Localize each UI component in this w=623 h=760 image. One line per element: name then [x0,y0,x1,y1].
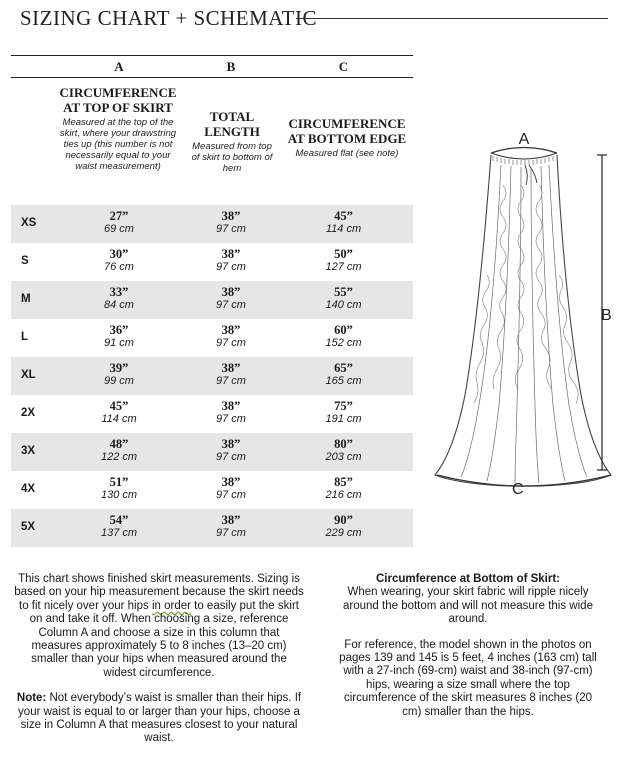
column-b-letter: B [226,59,236,74]
circumference-top-cm: 130 cm [100,489,138,501]
column-c-title: CIRCUMFERENCE AT BOTTOM EDGE [287,116,407,146]
note-text: This chart shows finished skirt measurements. Sizing is based on your hip measurement because the skirt needs to fit nicely over your hips [14,573,304,612]
circumference-top-inches: 30” [109,247,129,261]
table-body [11,205,413,547]
header [20,6,610,34]
column-c-letter: C [338,59,349,74]
circumference-top-cm: 122 cm [100,451,138,463]
table-row [11,205,413,243]
total-length-inches: 38” [221,285,241,299]
arrow-a-top [491,148,557,154]
table-row [11,357,413,395]
total-length-cm: 97 cm [216,261,246,273]
total-length-inches: 38” [221,209,241,223]
column-c-header [285,116,409,159]
size-label: 2X [21,407,36,419]
circumference-top-inches: 51” [109,475,129,489]
circumference-bottom-cell [281,361,406,388]
page-title: SIZING CHART + SCHEMATIC [20,6,317,30]
circumference-top-cm: 91 cm [104,337,134,349]
size-label: 3X [21,445,36,457]
circumference-top-cell [63,437,175,464]
circumference-bottom-cm: 191 cm [325,413,362,425]
waist-note-paragraph [14,692,304,746]
column-a-desc: Measured at the top of the skirt, where your drawstring ties up (this number is not necessarily equal to your waist measurement) [59,117,177,172]
skirt-schematic [425,125,623,497]
circumference-top-cm: 76 cm [104,261,134,273]
total-length-cell [186,475,276,502]
column-a-letter: A [114,59,124,74]
spellcheck-marked-text: in order [151,599,191,612]
size-label: M [21,293,31,305]
circumference-top-cell [63,475,175,502]
total-length-cell [186,513,276,540]
circumference-bottom-cm: 152 cm [325,337,362,349]
column-c-desc: Measured flat (see note) [295,148,399,159]
sizing-note-paragraph [14,573,304,680]
total-length-cm: 97 cm [216,375,246,387]
total-length-cell [186,247,276,274]
size-label: XL [21,369,36,381]
circumference-bottom-cell [281,437,406,464]
circumference-top-inches: 27” [109,209,129,223]
circumference-top-inches: 33” [109,285,129,299]
table-row [11,243,413,281]
circumference-top-cell [63,361,175,388]
total-length-cell [186,209,276,236]
total-length-inches: 38” [221,437,241,451]
skirt-outline [435,155,611,486]
size-label: L [21,331,29,343]
column-b-header [189,109,275,174]
circumference-top-cell [63,209,175,236]
circumference-top-inches: 45” [109,399,129,413]
note-text: to easily put the skirt on and take it off. When choosing a size, reference Column A and choose a size in this column that measures approximately 5 to 8 inches (13–20 cm) smaller than your hips when measured around the widest circumference. [29,599,299,679]
circumference-top-cm: 69 cm [104,223,134,235]
total-length-cm: 97 cm [216,299,246,311]
model-reference-text: For reference, the model shown in the photos on pages 139 and 145 is 5 feet, 4 inches (163 cm) tall with a 27-inch (69-cm) waist and 38-inch (97-cm) hips, wearing a size small where the top circumference of the skirt measures 8 inches (20 cm) smaller than the hips. [339,638,597,718]
total-length-inches: 38” [221,513,241,527]
circumference-bottom-cell [281,399,406,426]
circumference-top-cm: 84 cm [104,299,134,311]
arrow-c [437,475,611,486]
bottom-circumference-note [336,573,600,731]
circumference-bottom-inches: 45” [334,209,353,223]
circumference-bottom-cm: 127 cm [325,261,362,273]
circumference-bottom-cell [281,285,406,312]
note-label: Note: [16,692,47,705]
column-b-desc: Measured from top of skirt to bottom of hem [191,141,273,174]
circumference-bottom-inches: 85” [334,475,353,489]
circumference-bottom-inches: 65” [334,361,353,375]
table-top-rule [11,55,413,56]
circumference-bottom-cm: 114 cm [325,223,362,235]
circumference-top-cm: 114 cm [101,413,137,425]
total-length-inches: 38” [221,247,241,261]
circumference-top-inches: 39” [109,361,129,375]
total-length-inches: 38” [221,399,241,413]
circumference-bottom-cm: 203 cm [325,451,362,463]
note-text: When wearing, your skirt fabric will ripple nicely around the bottom and will not measure this wide around. [343,586,593,626]
sizing-note [14,573,304,758]
circumference-bottom-cell [281,323,406,350]
circumference-top-inches: 36” [109,323,129,337]
size-label: XS [21,217,37,229]
total-length-cm: 97 cm [216,527,246,539]
circumference-top-cell [63,247,175,274]
total-length-inches: 38” [221,323,241,337]
circumference-bottom-cell [281,475,406,502]
circumference-top-cell [63,323,175,350]
column-a-header [57,85,179,172]
circumference-bottom-inches: 90” [334,513,353,527]
circumference-top-cell [63,285,175,312]
circumference-top-cell [63,513,175,540]
total-length-cell [186,285,276,312]
table-row [11,281,413,319]
column-a-title: CIRCUMFERENCE AT TOP OF SKIRT [59,85,177,115]
circumference-bottom-cm: 216 cm [325,489,362,501]
total-length-cell [186,323,276,350]
total-length-cm: 97 cm [216,223,246,235]
column-b-title: TOTAL LENGTH [204,109,260,139]
circumference-bottom-cm: 165 cm [325,375,362,387]
total-length-cm: 97 cm [216,451,246,463]
cable-pattern [461,165,587,483]
table-row [11,319,413,357]
table-row [11,433,413,471]
circumference-bottom-inches: 80” [334,437,353,451]
circumference-top-cm: 137 cm [100,527,138,539]
total-length-cell [186,399,276,426]
size-label: S [21,255,29,267]
total-length-inches: 38” [221,361,241,375]
circumference-top-inches: 54” [109,513,129,527]
circumference-bottom-inches: 60” [334,323,353,337]
circumference-bottom-cell [281,513,406,540]
circumference-top-cm: 99 cm [104,375,134,387]
circumference-bottom-cell [281,209,406,236]
total-length-cell [186,437,276,464]
circumference-bottom-cm: 229 cm [325,527,362,539]
note-text: Not everybody’s waist is smaller than their hips. If your waist is equal to or larger than your hips, choose a size in Column A that measures closest to your natural waist. [18,692,302,745]
cable-twists [474,185,578,403]
table-row [11,471,413,509]
table-row [11,509,413,547]
circumference-bottom-cm: 140 cm [325,299,362,311]
title-rule [296,18,608,19]
circumference-bottom-cell [281,247,406,274]
circumference-bottom-inches: 55” [334,285,353,299]
table-row [11,395,413,433]
total-length-cm: 97 cm [216,413,246,425]
circumference-top-inches: 48” [109,437,129,451]
size-label: 5X [21,521,36,533]
circumference-top-cell [63,399,175,426]
total-length-inches: 38” [221,475,241,489]
circumference-bottom-inches: 50” [334,247,353,261]
size-label: 4X [21,483,36,495]
total-length-cell [186,361,276,388]
label-a: A [518,131,530,148]
note-heading: Circumference at Bottom of Skirt: [375,573,561,585]
header-rule [11,77,413,78]
label-b: B [601,307,612,324]
circumference-bottom-inches: 75” [334,399,353,413]
label-c: C [512,481,524,497]
total-length-cm: 97 cm [216,489,246,501]
total-length-cm: 97 cm [216,337,246,349]
